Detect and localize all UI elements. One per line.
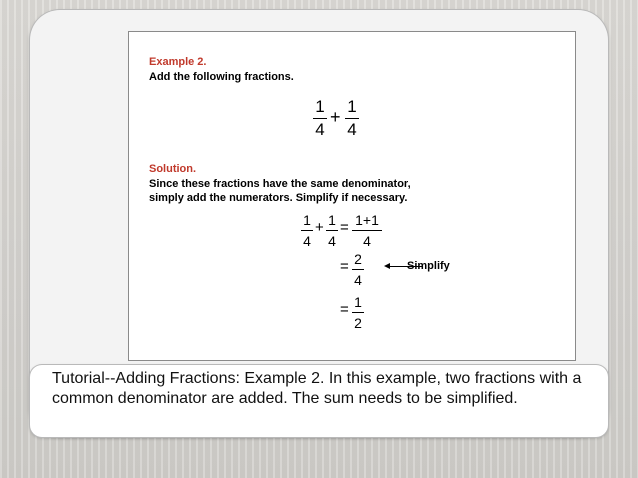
example-instruction: Add the following fractions. (149, 71, 294, 83)
denominator: 2 (354, 315, 362, 331)
problem-fraction-2 (345, 98, 359, 139)
example-title: Example 2. (149, 56, 207, 68)
work-sum-fraction (352, 212, 382, 249)
equals-sign: = (340, 219, 349, 236)
solution-line-2: simply add the numerators. Simplify if necessary. (149, 192, 408, 204)
numerator: 1+1 (355, 212, 379, 228)
step-fraction-1-2 (352, 294, 364, 331)
work-fraction-1 (301, 212, 313, 249)
equals-sign: = (340, 258, 349, 275)
fraction-bar (326, 230, 338, 231)
simplify-label: Simplify (407, 260, 450, 272)
fraction-bar (352, 312, 364, 313)
denominator: 4 (315, 120, 325, 139)
problem-fraction-1 (313, 98, 327, 139)
solution-line-1: Since these fractions have the same denominator, (149, 178, 411, 190)
numerator: 1 (315, 97, 325, 116)
denominator: 4 (328, 233, 336, 249)
plus-sign: + (315, 219, 324, 236)
numerator: 1 (347, 97, 357, 116)
numerator: 2 (354, 251, 362, 267)
fraction-bar (301, 230, 313, 231)
equals-sign: = (340, 301, 349, 318)
solution-title: Solution. (149, 163, 197, 175)
fraction-bar (313, 118, 327, 119)
caption-text: Tutorial--Adding Fractions: Example 2. In this example, two fractions with a common denominator are added. The sum needs to be simplified. (52, 370, 582, 407)
fraction-bar (352, 269, 364, 270)
work-fraction-2 (326, 212, 338, 249)
numerator: 1 (354, 294, 362, 310)
step-fraction-2-4 (352, 251, 364, 288)
denominator: 4 (303, 233, 311, 249)
plus-sign: + (330, 107, 341, 127)
fraction-bar (352, 230, 382, 231)
slide-content (128, 31, 576, 361)
numerator: 1 (303, 212, 311, 228)
numerator: 1 (328, 212, 336, 228)
denominator: 4 (347, 120, 357, 139)
fraction-bar (345, 118, 359, 119)
denominator: 4 (363, 233, 371, 249)
denominator: 4 (354, 272, 362, 288)
caption-box (30, 365, 608, 437)
